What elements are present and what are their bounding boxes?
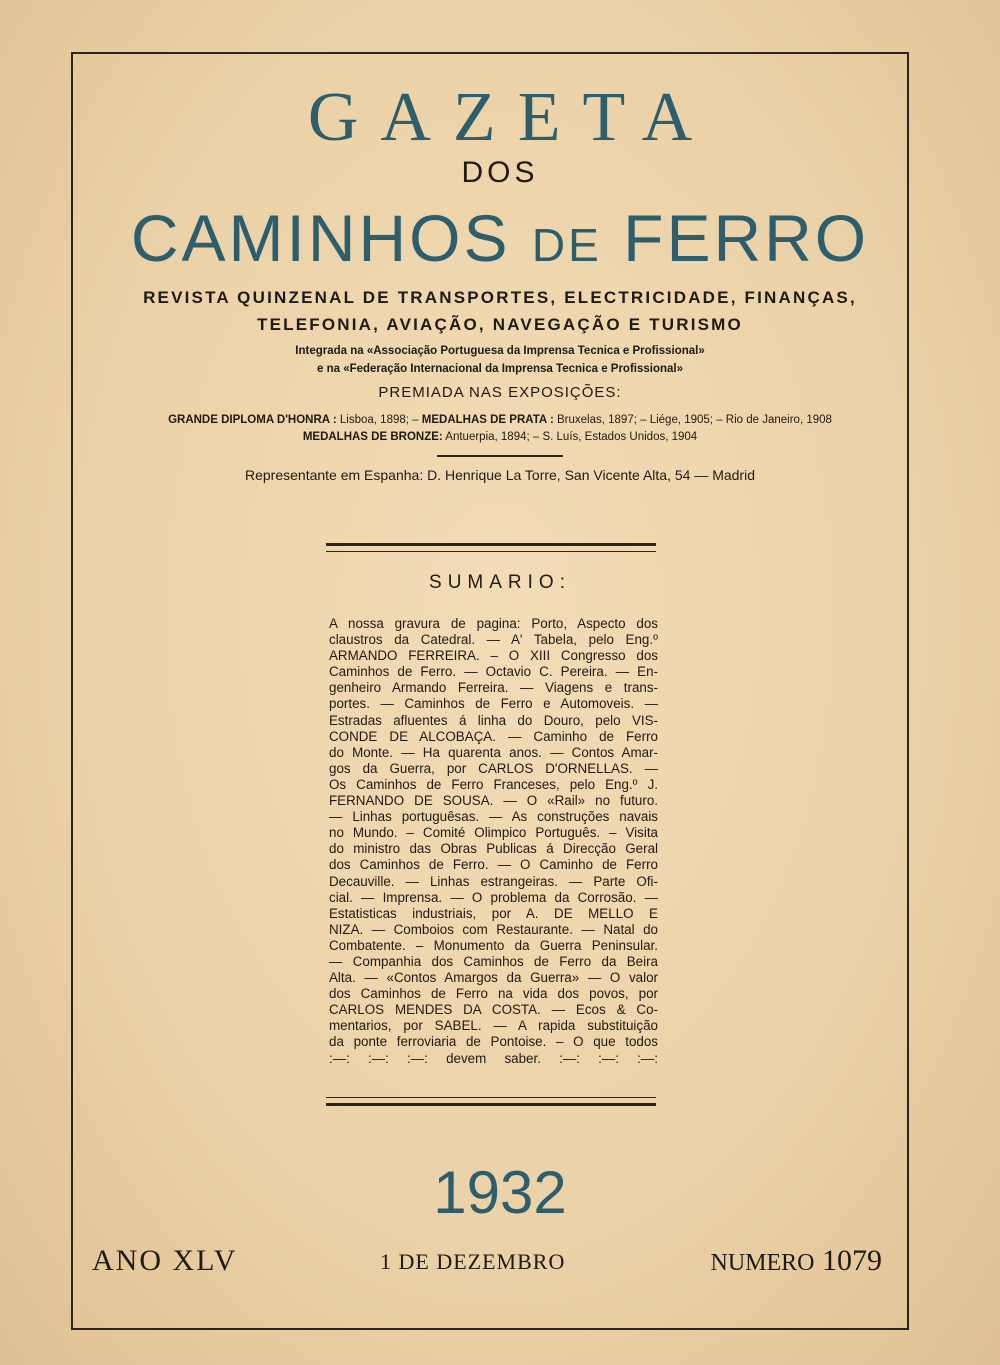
footer-numero-label: NUMERO xyxy=(710,1250,815,1276)
sumario-line: cial. — Imprensa. — O problema da Corrosão. — xyxy=(329,889,658,905)
awards-line-2 xyxy=(0,431,1000,443)
award-text-lisboa: Lisboa, 1898; – xyxy=(339,414,419,426)
footer-date: 1 DE DEZEMBRO xyxy=(380,1249,566,1274)
sumario-body xyxy=(329,616,658,1067)
sumario-line: claustros da Catedral. — A' Tabela, pelo Eng.º xyxy=(329,632,658,648)
award-label-prata: MEDALHAS DE PRATA : xyxy=(421,414,554,426)
masthead-subtitle xyxy=(0,200,1000,276)
sumario-bottom-rule xyxy=(326,1097,656,1106)
masthead-title: GAZETA xyxy=(307,79,715,156)
sumario-line: gos da Guerra, por CARLOS D'ORNELLAS. — xyxy=(329,760,658,776)
sumario-line: Combatente. – Monumento da Guerra Peninsular. xyxy=(329,937,658,953)
masthead-dos: DOS xyxy=(461,156,539,189)
sumario-line: do ministro das Obras Publicas á Direcção Geral xyxy=(329,841,658,857)
sumario-line: A nossa gravura de pagina: Porto, Aspecto dos xyxy=(329,616,658,631)
sumario-line: CARLOS MENDES DA COSTA. — Ecos & Co- xyxy=(329,1002,658,1018)
sumario-line: dos Caminhos de Ferro. — O Caminho de Ferro xyxy=(329,857,658,873)
sumario-line: Alta. — «Contos Amargos da Guerra» — O valor xyxy=(329,970,658,986)
sumario-line: Estatisticas industriais, por A. DE MELLO E xyxy=(329,905,658,921)
footer-ano: ANO XLV xyxy=(92,1244,238,1277)
awards-line-1 xyxy=(0,414,1000,426)
sumario-line: da ponte ferroviaria de Pontoise. – O que todos xyxy=(329,1034,658,1050)
issue-year: 1932 xyxy=(433,1159,567,1226)
sumario-line: Os Caminhos de Ferro Franceses, pelo Eng.º J. xyxy=(329,776,658,792)
sumario-line: FERNANDO DE SOUSA. — O «Rail» no futuro. xyxy=(329,793,658,809)
masthead-ferro: FERRO xyxy=(623,201,870,275)
representative-line: Representante em Espanha: D. Henrique La Torre, San Vicente Alta, 54 — Madrid xyxy=(244,467,755,483)
award-text-bronze: Antuerpia, 1894; – S. Luís, Estados Unidos, 1904 xyxy=(445,431,698,443)
sumario-line: — Linhas portuguêsas. — As construções navais xyxy=(329,809,658,825)
sumario-top-rule xyxy=(326,543,656,552)
description-line-1: REVISTA QUINZENAL DE TRANSPORTES, ELECTRICIDADE, FINANÇAS, xyxy=(143,288,857,307)
sumario-line: no Mundo. – Comité Olimpico Português. – Visita xyxy=(329,825,658,841)
description-line-2: TELEFONIA, AVIAÇÃO, NAVEGAÇÃO E TURISMO xyxy=(257,315,743,334)
sumario-line: ARMANDO FERREIRA. – O XIII Congresso dos xyxy=(329,648,658,664)
integrada-line-1: Integrada na «Associação Portuguesa da Imprensa Tecnica e Profissional» xyxy=(295,345,705,357)
sumario-line: Caminhos de Ferro. — Octavio C. Pereira. — En- xyxy=(329,664,658,680)
footer-numero-value: 1079 xyxy=(822,1244,882,1277)
sumario-line: mentarios, por SABEL. — A rapida substituição xyxy=(329,1018,658,1034)
sumario-line: :—: :—: :—: devem saber. :—: :—: :—: xyxy=(329,1050,658,1066)
award-label-bronze: MEDALHAS DE BRONZE: xyxy=(302,431,443,443)
sumario-line: dos Caminhos de Ferro na vida dos povos, por xyxy=(329,986,658,1002)
award-label-honra: GRANDE DIPLOMA D'HONRA : xyxy=(168,414,337,426)
short-divider xyxy=(437,455,563,457)
sumario-line: portes. — Caminhos de Ferro e Automoveis. — xyxy=(329,696,658,712)
masthead-de: DE xyxy=(531,219,602,271)
masthead-caminhos: CAMINHOS xyxy=(130,201,511,275)
sumario-line: genheiro Armando Ferreira. — Viagens e trans- xyxy=(329,680,658,696)
sumario-title: SUMARIO: xyxy=(429,572,571,593)
sumario-line: do Monte. — Ha quarenta anos. — Contos Amar- xyxy=(329,744,658,760)
sumario-line: Estradas afluentes á linha do Douro, pelo VIS- xyxy=(329,712,658,728)
sumario-line: NIZA. — Comboios com Restaurante. — Natal do xyxy=(329,921,658,937)
sumario-line: — Companhia dos Caminhos de Ferro da Beira xyxy=(329,953,658,969)
awards-heading: PREMIADA NAS EXPOSIÇÕES: xyxy=(378,384,622,401)
sumario-line: Decauville. — Linhas estrangeiras. — Parte Ofi- xyxy=(329,873,658,889)
footer-numero xyxy=(710,1244,882,1278)
award-text-prata: Bruxelas, 1897; – Liége, 1905; – Rio de Janeiro, 1908 xyxy=(557,414,832,426)
integrada-line-2: e na «Federação Internacional da Imprensa Tecnica e Profissional» xyxy=(316,363,683,375)
sumario-line: CONDE DE ALCOBAÇA. — Caminho de Ferro xyxy=(329,728,658,744)
